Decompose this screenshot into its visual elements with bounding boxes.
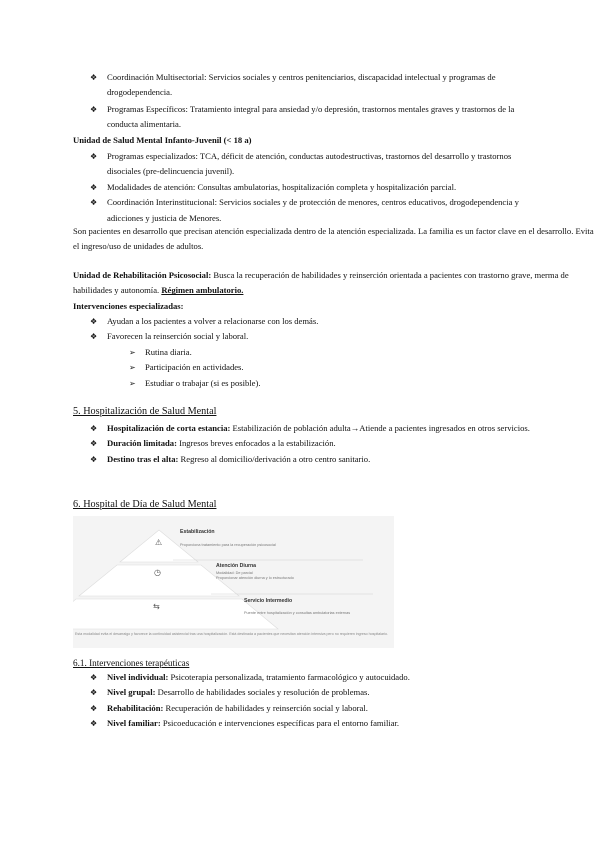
list-item: ❖ Hospitalización de corta estancia: Estabilización de población adulta→Atiende a pacientes ingresados en otros servicios. — [0, 421, 600, 436]
rehab-interv-title: Intervenciones especializadas: — [73, 301, 184, 311]
diamond-bullet-icon: ❖ — [90, 104, 98, 114]
level-desc: Proporciona tratamiento para la recuperación psicosocial — [180, 543, 276, 547]
section-heading-hospital-dia: 6. Hospital de Día de Salud Mental — [73, 499, 217, 510]
sub-list-item: ➢ Rutina diaria. — [0, 345, 600, 360]
prev-section-bullets — [0, 70, 600, 133]
section-heading-hospitalizacion: 5. Hospitalización de Salud Mental — [73, 406, 217, 417]
interv-bullets — [0, 670, 600, 732]
infanto-paragraph: Son pacientes en desarrollo que precisan atención especializada dentro de la atención especializada. La familia es un factor clave en el desarrollo. Evita el ingreso/uso de unidades de adultos. — [73, 226, 594, 252]
sub-list-item: ➢ Participación en actividades. — [0, 360, 600, 375]
infanto-bullets — [0, 149, 600, 226]
diamond-bullet-icon: ❖ — [90, 439, 98, 449]
diamond-bullet-icon: ❖ — [90, 719, 98, 729]
rehab-paragraph: Unidad de Rehabilitación Psicosocial: Busca la recuperación de habilidades y reinserción orientada a pacientes con trastorno grave, merma de habilidades y autonomía. Régimen ambulatorio. — [73, 270, 569, 296]
list-item: ❖ Nivel individual: Psicoterapia personalizada, tratamiento farmacológico y autocuidado. — [0, 670, 600, 685]
clock-icon: ◷ — [154, 568, 161, 577]
list-item: ❖ Coordinación Interinstitucional: Servicios sociales y de protección de menores, centros educativos, drogodependencia y adicciones y justicia de Menores. — [90, 197, 519, 223]
list-item: ❖ Destino tras el alta: Regreso al domicilio/derivación a otro centro sanitario. — [0, 452, 600, 467]
diamond-bullet-icon: ❖ — [90, 332, 98, 342]
list-item: ❖ Ayudan a los pacientes a volver a relacionarse con los demás. — [0, 314, 600, 329]
diamond-bullet-icon: ❖ — [90, 688, 98, 698]
transfer-icon: ⇆ — [153, 602, 160, 611]
figure-caption: Esta modalidad evita el desarraigo y favorece la continuidad asistencial tras una hospitalización. Está destinada a pacientes que necesitan atención intensiva pero no requieren ingreso hospitalario. — [75, 632, 389, 636]
list-item: ❖ Programas Específicos: Tratamiento integral para ansiedad y/o depresión, trastornos mentales graves y trastornos de la conducta alimentaria. — [90, 103, 515, 130]
level-desc: Modalidad: De parcial Proporcionar atención diurna y lo estructurado — [216, 571, 294, 580]
level-desc: Puente entre hospitalización y consultas ambulatorias externas — [244, 611, 351, 615]
list-item: ❖ Duración limitada: Ingresos breves enfocados a la estabilización. — [0, 436, 600, 451]
list-item: ❖ Coordinación Multisectorial: Servicios sociales y centros penitenciarios, discapacidad intelectual y programas de drogodependencia. — [90, 72, 496, 98]
level-title: Estabilización — [180, 529, 215, 535]
diamond-bullet-icon: ❖ — [90, 73, 98, 82]
diamond-bullet-icon: ❖ — [90, 673, 98, 682]
pyramid-graphic — [73, 516, 394, 648]
list-item: ❖ Rehabilitación: Recuperación de habilidades y reinserción social y laboral. — [0, 701, 600, 716]
hosp-bullets — [0, 421, 600, 467]
section-heading-intervenciones: 6.1. Intervenciones terapéuticas — [73, 658, 190, 668]
diamond-bullet-icon: ❖ — [90, 198, 98, 208]
diamond-bullet-icon: ❖ — [90, 182, 98, 192]
arrow-bullet-icon: ➢ — [129, 363, 136, 373]
diamond-bullet-icon: ❖ — [90, 703, 98, 713]
list-item: ❖ Favorecen la reinserción social y laboral. — [0, 329, 600, 344]
list-item: ❖ Nivel grupal: Desarrollo de habilidades sociales y resolución de problemas. — [0, 685, 600, 700]
regimen-label: Régimen ambulatorio. — [161, 285, 244, 296]
list-item: ❖ Modalidades de atención: Consultas ambulatorias, hospitalización completa y hospitalización parcial. — [0, 180, 600, 195]
infanto-title: Unidad de Salud Mental Infanto-Juvenil (< 18 a) — [73, 135, 252, 145]
list-item: ❖ Nivel familiar: Psicoeducación e intervenciones específicas para el entorno familiar. — [0, 716, 600, 731]
diamond-bullet-icon: ❖ — [90, 317, 98, 326]
rehab-bullets — [0, 314, 600, 391]
arrow-bullet-icon: ➢ — [129, 378, 136, 388]
warning-icon: ⚠ — [155, 538, 163, 547]
arrow-bullet-icon: ➢ — [129, 347, 136, 357]
list-item: ❖ Programas especializados: TCA, déficit de atención, conductas autodestructivas, trastornos del desarrollo y trastornos disociales (pre-delincuencia juvenil). — [90, 151, 512, 177]
level-title: Servicio Intermedio — [244, 598, 293, 604]
pyramid-figure — [73, 516, 394, 648]
diamond-bullet-icon: ❖ — [90, 424, 98, 433]
diamond-bullet-icon: ❖ — [90, 454, 98, 464]
level-title: Atención Diurna — [216, 563, 257, 569]
diamond-bullet-icon: ❖ — [90, 152, 98, 161]
sub-list-item: ➢ Estudiar o trabajar (si es posible). — [0, 376, 600, 391]
